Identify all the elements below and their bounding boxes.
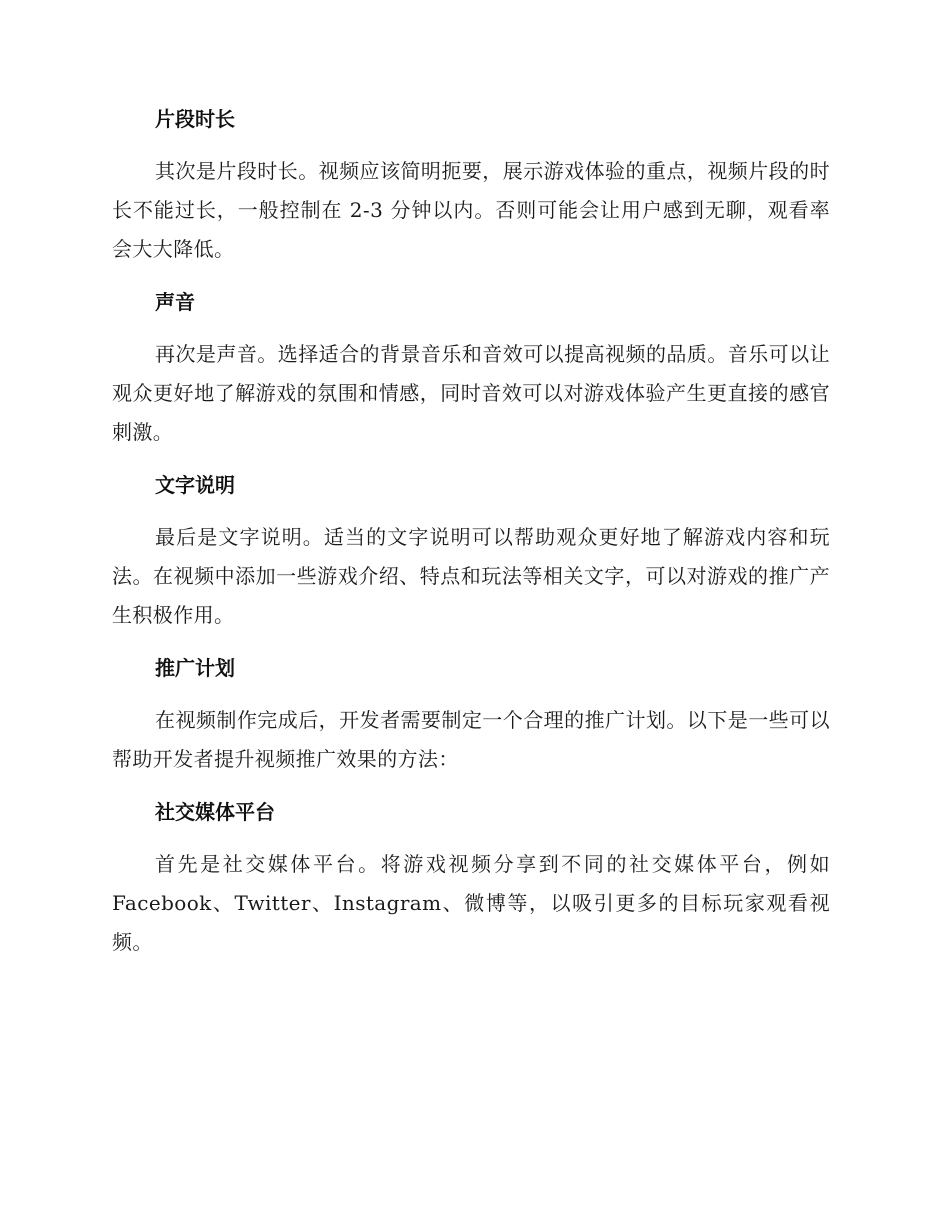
- section-heading: 文字说明: [155, 473, 235, 497]
- section-paragraph: 首先是社交媒体平台。将游戏视频分享到不同的社交媒体平台，例如 Facebook、Twitter、Instagram、微博等，以吸引更多的目标玩家观看视频。: [112, 852, 830, 954]
- section-paragraph: 其次是片段时长。视频应该简明扼要，展示游戏体验的重点，视频片段的时长不能过长，一般控制在 2-3 分钟以内。否则可能会让用户感到无聊，观看率会大大降低。: [112, 159, 830, 261]
- section-heading: 社交媒体平台: [155, 800, 275, 824]
- section-sound: [112, 287, 830, 452]
- section-heading: 声音: [155, 290, 195, 314]
- section-heading: 片段时长: [155, 107, 235, 131]
- section-promotion-plan: [112, 653, 830, 779]
- section-paragraph: 再次是声音。选择适合的背景音乐和音效可以提高视频的品质。音乐可以让观众更好地了解游戏的氛围和情感，同时音效可以对游戏体验产生更直接的感官刺激。: [112, 342, 830, 444]
- section-paragraph: 最后是文字说明。适当的文字说明可以帮助观众更好地了解游戏内容和玩法。在视频中添加一些游戏介绍、特点和玩法等相关文字，可以对游戏的推广产生积极作用。: [112, 525, 830, 627]
- section-heading: 推广计划: [155, 656, 235, 680]
- section-paragraph: 在视频制作完成后，开发者需要制定一个合理的推广计划。以下是一些可以帮助开发者提升视频推广效果的方法：: [112, 708, 830, 771]
- section-text-caption: [112, 470, 830, 635]
- section-social-media: [112, 797, 830, 962]
- document-page: [112, 104, 830, 980]
- section-clip-length: [112, 104, 830, 269]
